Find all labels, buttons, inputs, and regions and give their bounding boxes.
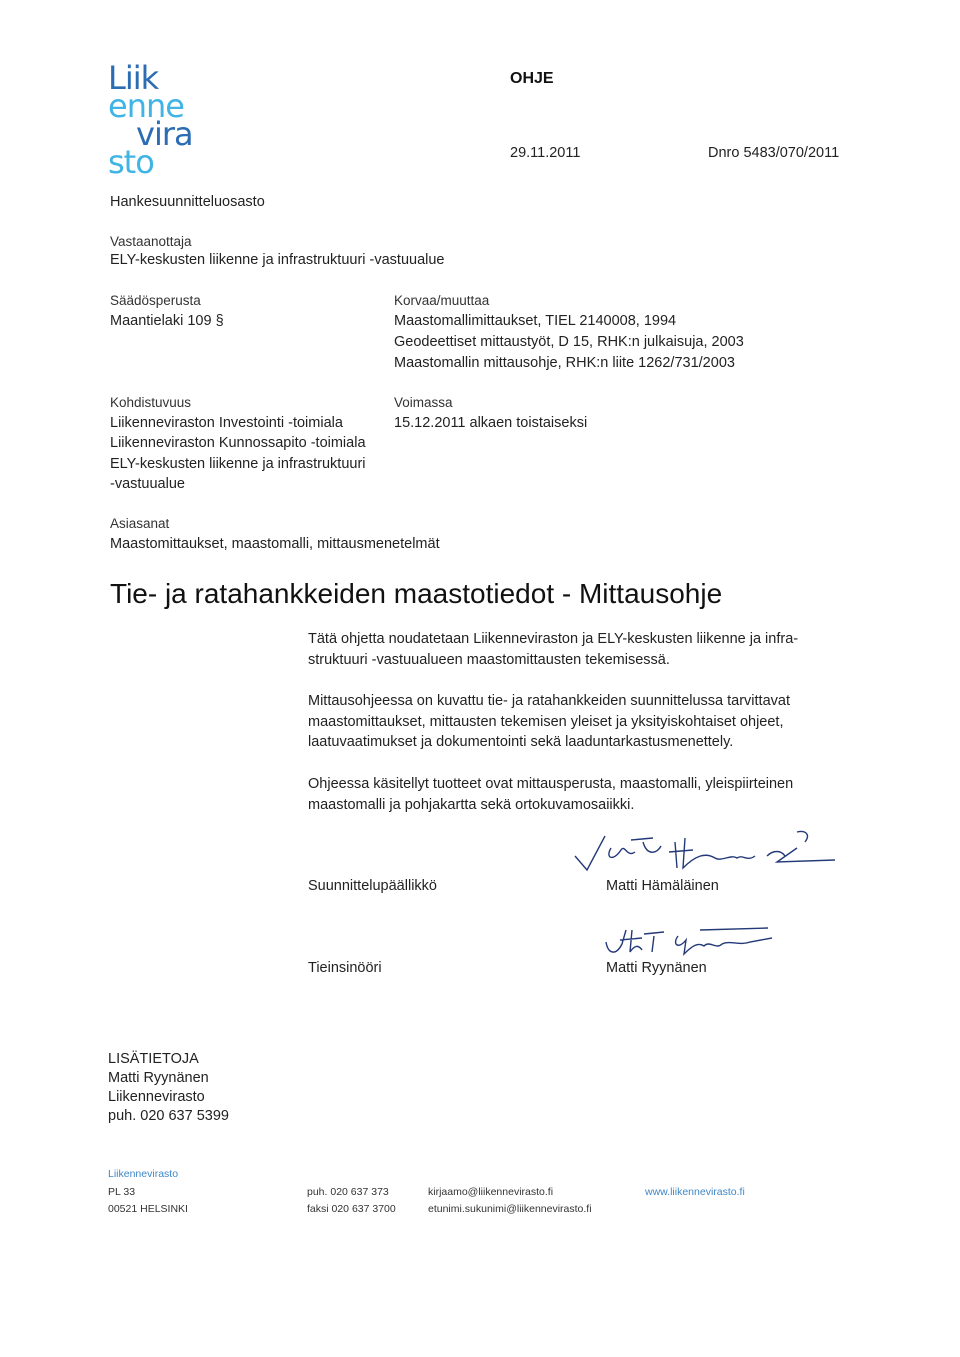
recipient-label: Vastaanottaja	[110, 234, 192, 249]
department: Hankesuunnitteluosasto	[110, 194, 265, 210]
doc-date: 29.11.2011	[510, 145, 581, 161]
footer-email-registry[interactable]: kirjaamo@liikennevirasto.fi	[428, 1186, 554, 1198]
more-info-line: puh. 020 637 5399	[108, 1108, 229, 1124]
replaces-item: Maastomallin mittausohje, RHK:n liite 1262/731/2003	[394, 355, 735, 371]
footer-fax: faksi 020 637 3700	[307, 1203, 396, 1215]
signature-hamalainen	[565, 828, 850, 878]
logo-line-3: vira	[136, 115, 193, 153]
logo-line-2: enne	[108, 87, 184, 125]
signature-role: Tieinsinööri	[308, 960, 382, 976]
paragraph: Ohjeessa käsitellyt tuotteet ovat mittausperusta, maastomalli, yleispiirteinen maastomalli ja pohjakartta sekä ortokuvamosaiikki.	[308, 776, 794, 813]
target-item: ELY-keskusten liikenne ja infrastruktuuri	[110, 456, 366, 472]
recipient-value: ELY-keskusten liikenne ja infrastruktuuri -vastuualue	[110, 252, 445, 268]
paragraph: Mittausohjeessa on kuvattu tie- ja ratahankkeiden suunnittelussa tarvittavat maastomittaukset, mittausten tekemisen yleiset ja yksityiskohtaiset ohjeet, laatuvaatimukset ja dokumentointi sekä laaduntarkastusmenettely.	[308, 693, 790, 750]
replaces-label: Korvaa/muuttaa	[394, 293, 490, 308]
target-item: Liikenneviraston Investointi -toimiala	[110, 415, 343, 431]
target-item: Liikenneviraston Kunnossapito -toimiala	[110, 435, 366, 451]
footer-web-link[interactable]: www.liikennevirasto.fi	[645, 1186, 745, 1198]
replaces-item: Geodeettiset mittaustyöt, D 15, RHK:n julkaisuja, 2003	[394, 334, 744, 350]
paragraph: Tätä ohjetta noudatetaan Liikenneviraston ja ELY-keskusten liikenne ja infra-struktuuri -vastuualueen maastomittausten tekemisessä.	[308, 631, 799, 668]
footer-email-personal[interactable]: etunimi.sukunimi@liikennevirasto.fi	[428, 1203, 592, 1215]
signature-role: Suunnittelupäällikkö	[308, 878, 437, 894]
subject-value: Maastomittaukset, maastomalli, mittausmenetelmät	[110, 536, 440, 552]
liikennevirasto-logo	[108, 59, 228, 184]
target-label: Kohdistuvuus	[110, 395, 192, 410]
doc-type: OHJE	[510, 70, 554, 87]
validity-label: Voimassa	[394, 395, 453, 410]
signature-name: Matti Ryynänen	[606, 960, 707, 976]
more-info-line: Matti Ryynänen	[108, 1070, 209, 1086]
more-info-label: LISÄTIETOJA	[108, 1051, 199, 1067]
replaces-item: Maastomallimittaukset, TIEL 2140008, 1994	[394, 313, 677, 329]
logo-line-1: Liik	[108, 59, 159, 97]
subject-label: Asiasanat	[110, 516, 170, 531]
footer-city: 00521 HELSINKI	[108, 1203, 188, 1215]
document-title: Tie- ja ratahankkeiden maastotiedot - Mittausohje	[110, 578, 723, 609]
signature-name: Matti Hämäläinen	[606, 878, 719, 894]
more-info-line: Liikennevirasto	[108, 1089, 205, 1105]
footer-phone: puh. 020 637 373	[307, 1186, 389, 1198]
footer-org: Liikennevirasto	[108, 1168, 179, 1180]
basis-label: Säädösperusta	[110, 293, 201, 308]
logo-line-4: sto	[108, 143, 154, 181]
footer-po-box: PL 33	[108, 1186, 136, 1198]
signature-ryynanen	[600, 922, 775, 964]
validity-value: 15.12.2011 alkaen toistaiseksi	[394, 415, 588, 431]
doc-dnro: Dnro 5483/070/2011	[708, 145, 840, 161]
basis-value: Maantielaki 109 §	[110, 313, 224, 329]
target-item: -vastuualue	[110, 476, 185, 492]
